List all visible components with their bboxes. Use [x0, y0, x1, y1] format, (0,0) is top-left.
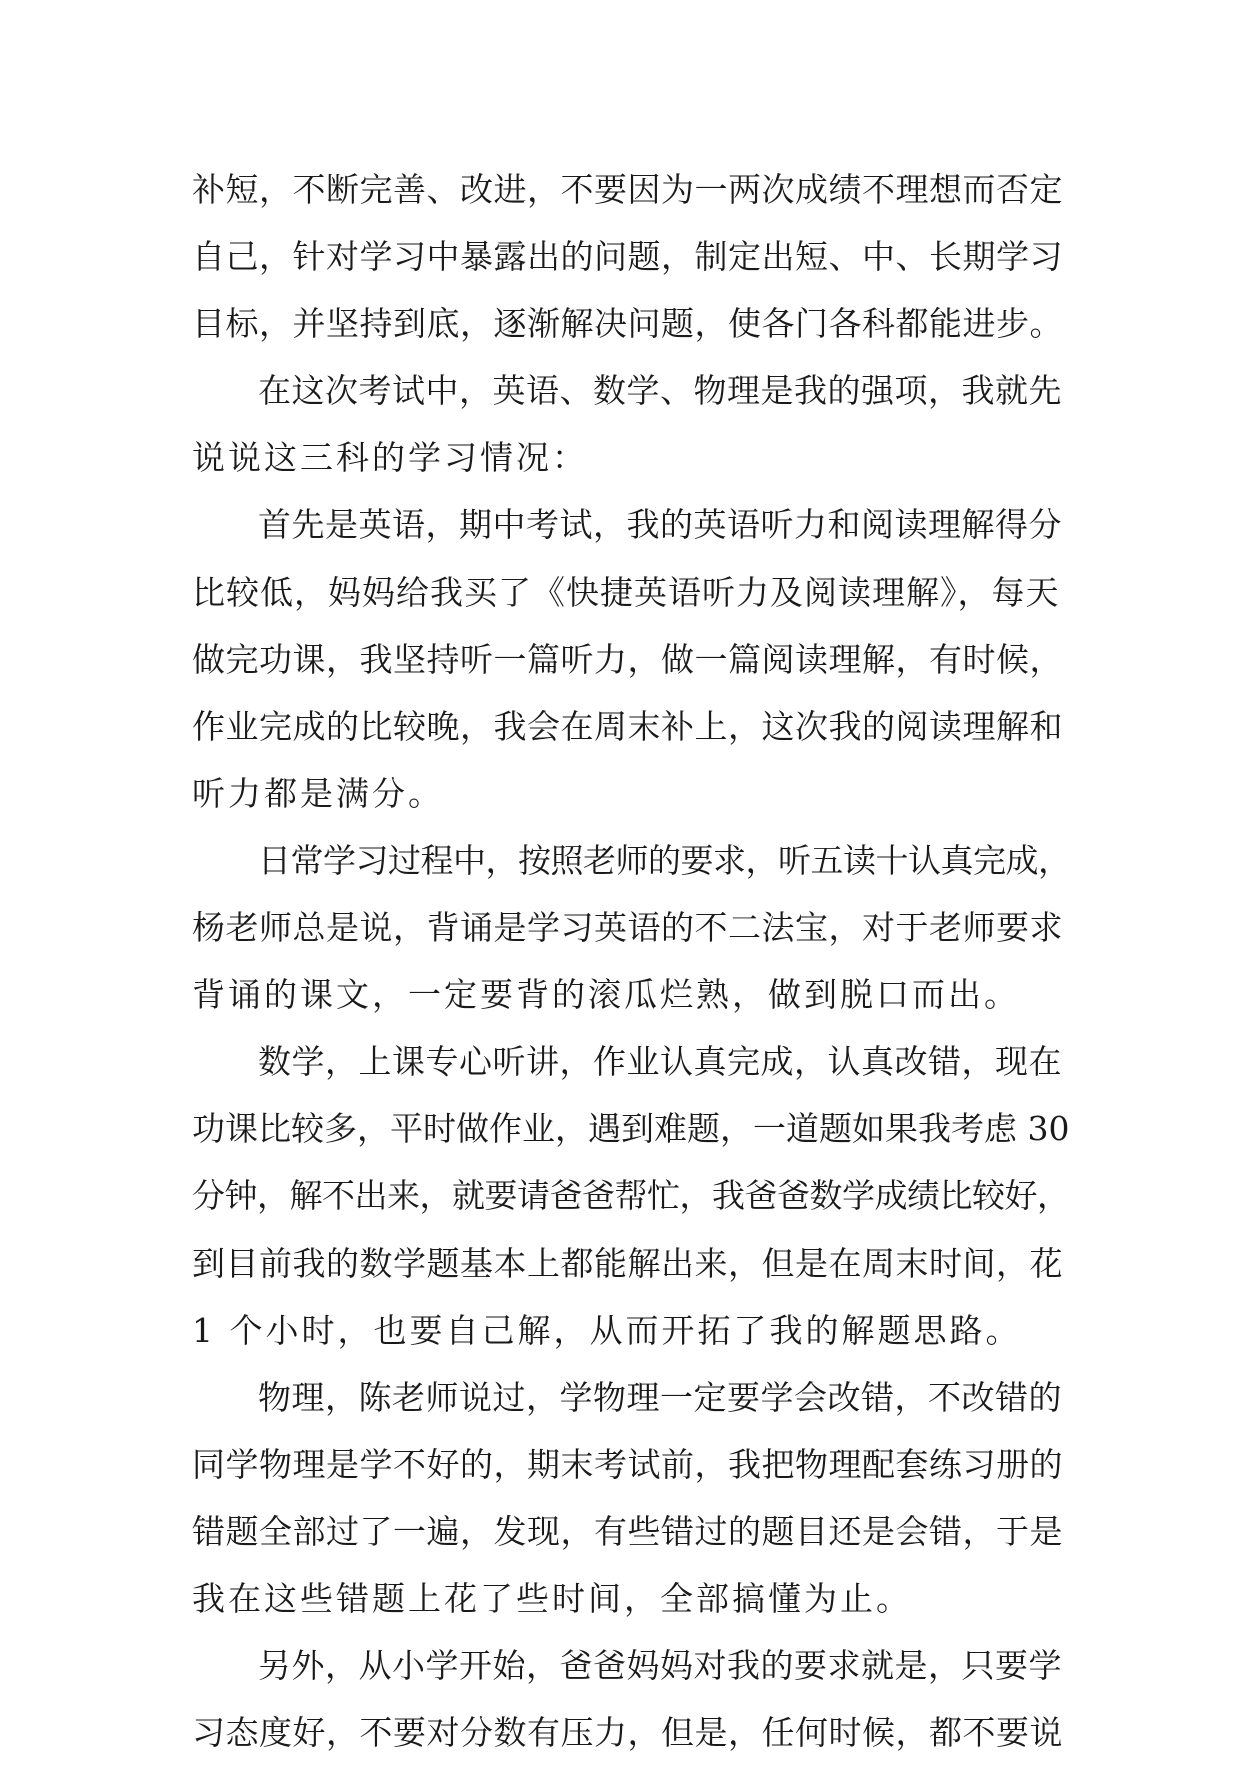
text-line: 说说这三科的学习情况： — [192, 438, 588, 478]
text-line: 比较低，妈妈给我买了《快捷英语听力及阅读理解》，每天 — [192, 572, 1060, 612]
text-line: 自己，针对学习中暴露出的问题，制定出短、中、长期学习 — [192, 237, 1063, 277]
text-line: 分钟，解不出来，就要请爸爸帮忙，我爸爸数学成绩比较好， — [192, 1176, 1070, 1216]
text-line: 目标，并坚持到底，逐渐解决问题，使各门各科都能进步。 — [192, 304, 1063, 344]
text-line: 1 个小时，也要自己解，从而开拓了我的解题思路。 — [192, 1310, 1022, 1350]
text-line: 作业完成的比较晚，我会在周末补上，这次我的阅读理解和 — [192, 706, 1063, 746]
text-line: 做完功课，我坚持听一篇听力，做一篇阅读理解，有时候， — [192, 639, 1063, 679]
text-line: 功课比较多，平时做作业，遇到难题，一道题如果我考虑 30 — [192, 1109, 1070, 1149]
paragraph-first-line: 首先是英语，期中考试，我的英语听力和阅读理解得分 — [258, 505, 1062, 545]
text-line: 我在这些错题上花了些时间，全部搞懂为止。 — [192, 1578, 912, 1618]
paragraph-first-line: 日常学习过程中，按照老师的要求，听五读十认真完成， — [258, 840, 1071, 880]
paragraph-first-line: 在这次考试中，英语、数学、物理是我的强项，我就先 — [258, 371, 1062, 411]
text-line: 同学物理是学不好的，期末考试前，我把物理配套练习册的 — [192, 1444, 1063, 1484]
text-line: 听力都是满分。 — [192, 773, 444, 813]
paragraph-first-line: 另外，从小学开始，爸爸妈妈对我的要求就是，只要学 — [258, 1646, 1062, 1686]
text-line: 到目前我的数学题基本上都能解出来，但是在周末时间，花 — [192, 1243, 1063, 1283]
text-line: 杨老师总是说，背诵是学习英语的不二法宝，对于老师要求 — [192, 908, 1063, 948]
text-line: 背诵的课文，一定要背的滚瓜烂熟，做到脱口而出。 — [192, 975, 1020, 1015]
text-line: 补短，不断完善、改进，不要因为一两次成绩不理想而否定 — [192, 170, 1063, 209]
document-body — [192, 156, 1072, 1766]
text-line: 错题全部过了一遍，发现，有些错过的题目还是会错，于是 — [192, 1511, 1063, 1551]
paragraph-first-line: 数学，上课专心听讲，作业认真完成，认真改错，现在 — [258, 1042, 1062, 1082]
paragraph-first-line: 物理，陈老师说过，学物理一定要学会改错，不改错的 — [258, 1377, 1062, 1417]
text-line: 习态度好，不要对分数有压力，但是，任何时候，都不要说 — [192, 1713, 1063, 1753]
